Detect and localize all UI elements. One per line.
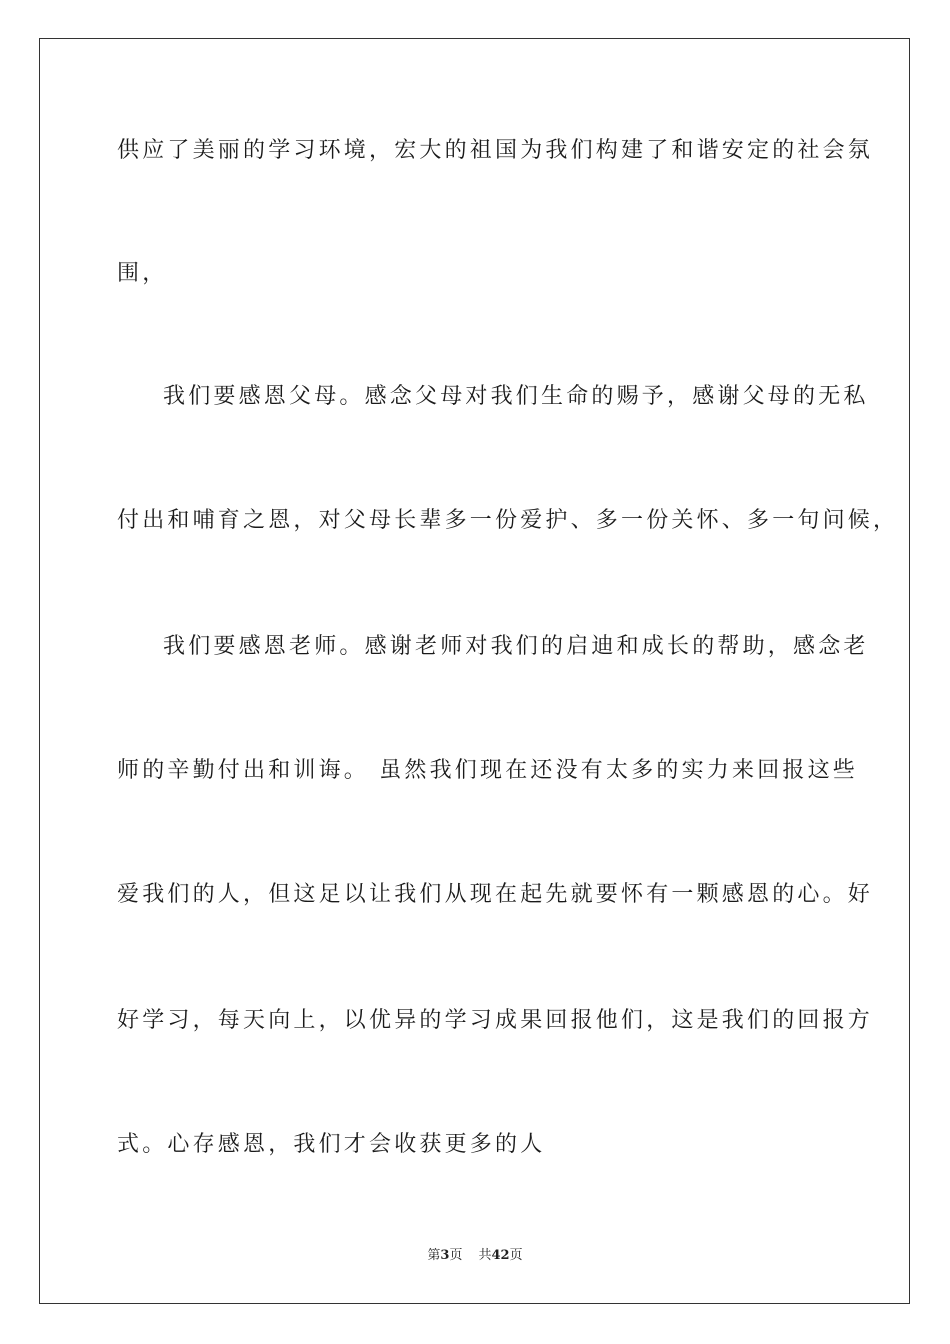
text-line: 付出和哺育之恩，对父母长辈多一份爱护、多一份关怀、多一句问候， (117, 508, 899, 533)
text-line: 式。心存感恩，我们才会收获更多的人 (117, 1132, 546, 1157)
text-line: 爱我们的人，但这足以让我们从现在起先就要怀有一颗感恩的心。好 (117, 882, 874, 907)
current-page-number: 3 (440, 1248, 450, 1263)
text-line: 好学习，每天向上，以优异的学习成果回报他们，这是我们的回报方 (117, 1008, 874, 1033)
text-line: 围， (117, 261, 168, 286)
total-page-count: 42 (491, 1248, 510, 1263)
paragraph-start-line: 我们要感恩老师。感谢老师对我们的启迪和成长的帮助，感念老 (163, 634, 869, 659)
page-footer (0, 1246, 950, 1266)
text-line: 供应了美丽的学习环境，宏大的祖国为我们构建了和谐安定的社会氛 (117, 138, 874, 163)
page-prefix: 第 (427, 1248, 441, 1263)
page-suffix: 页 (449, 1248, 463, 1263)
text-line: 师的辛勤付出和训诲。 虽然我们现在还没有太多的实力来回报这些 (117, 758, 858, 783)
total-prefix: 共 (478, 1248, 492, 1263)
page-border (39, 38, 910, 1304)
total-suffix: 页 (509, 1248, 523, 1263)
paragraph-start-line: 我们要感恩父母。感念父母对我们生命的赐予，感谢父母的无私 (163, 384, 869, 409)
